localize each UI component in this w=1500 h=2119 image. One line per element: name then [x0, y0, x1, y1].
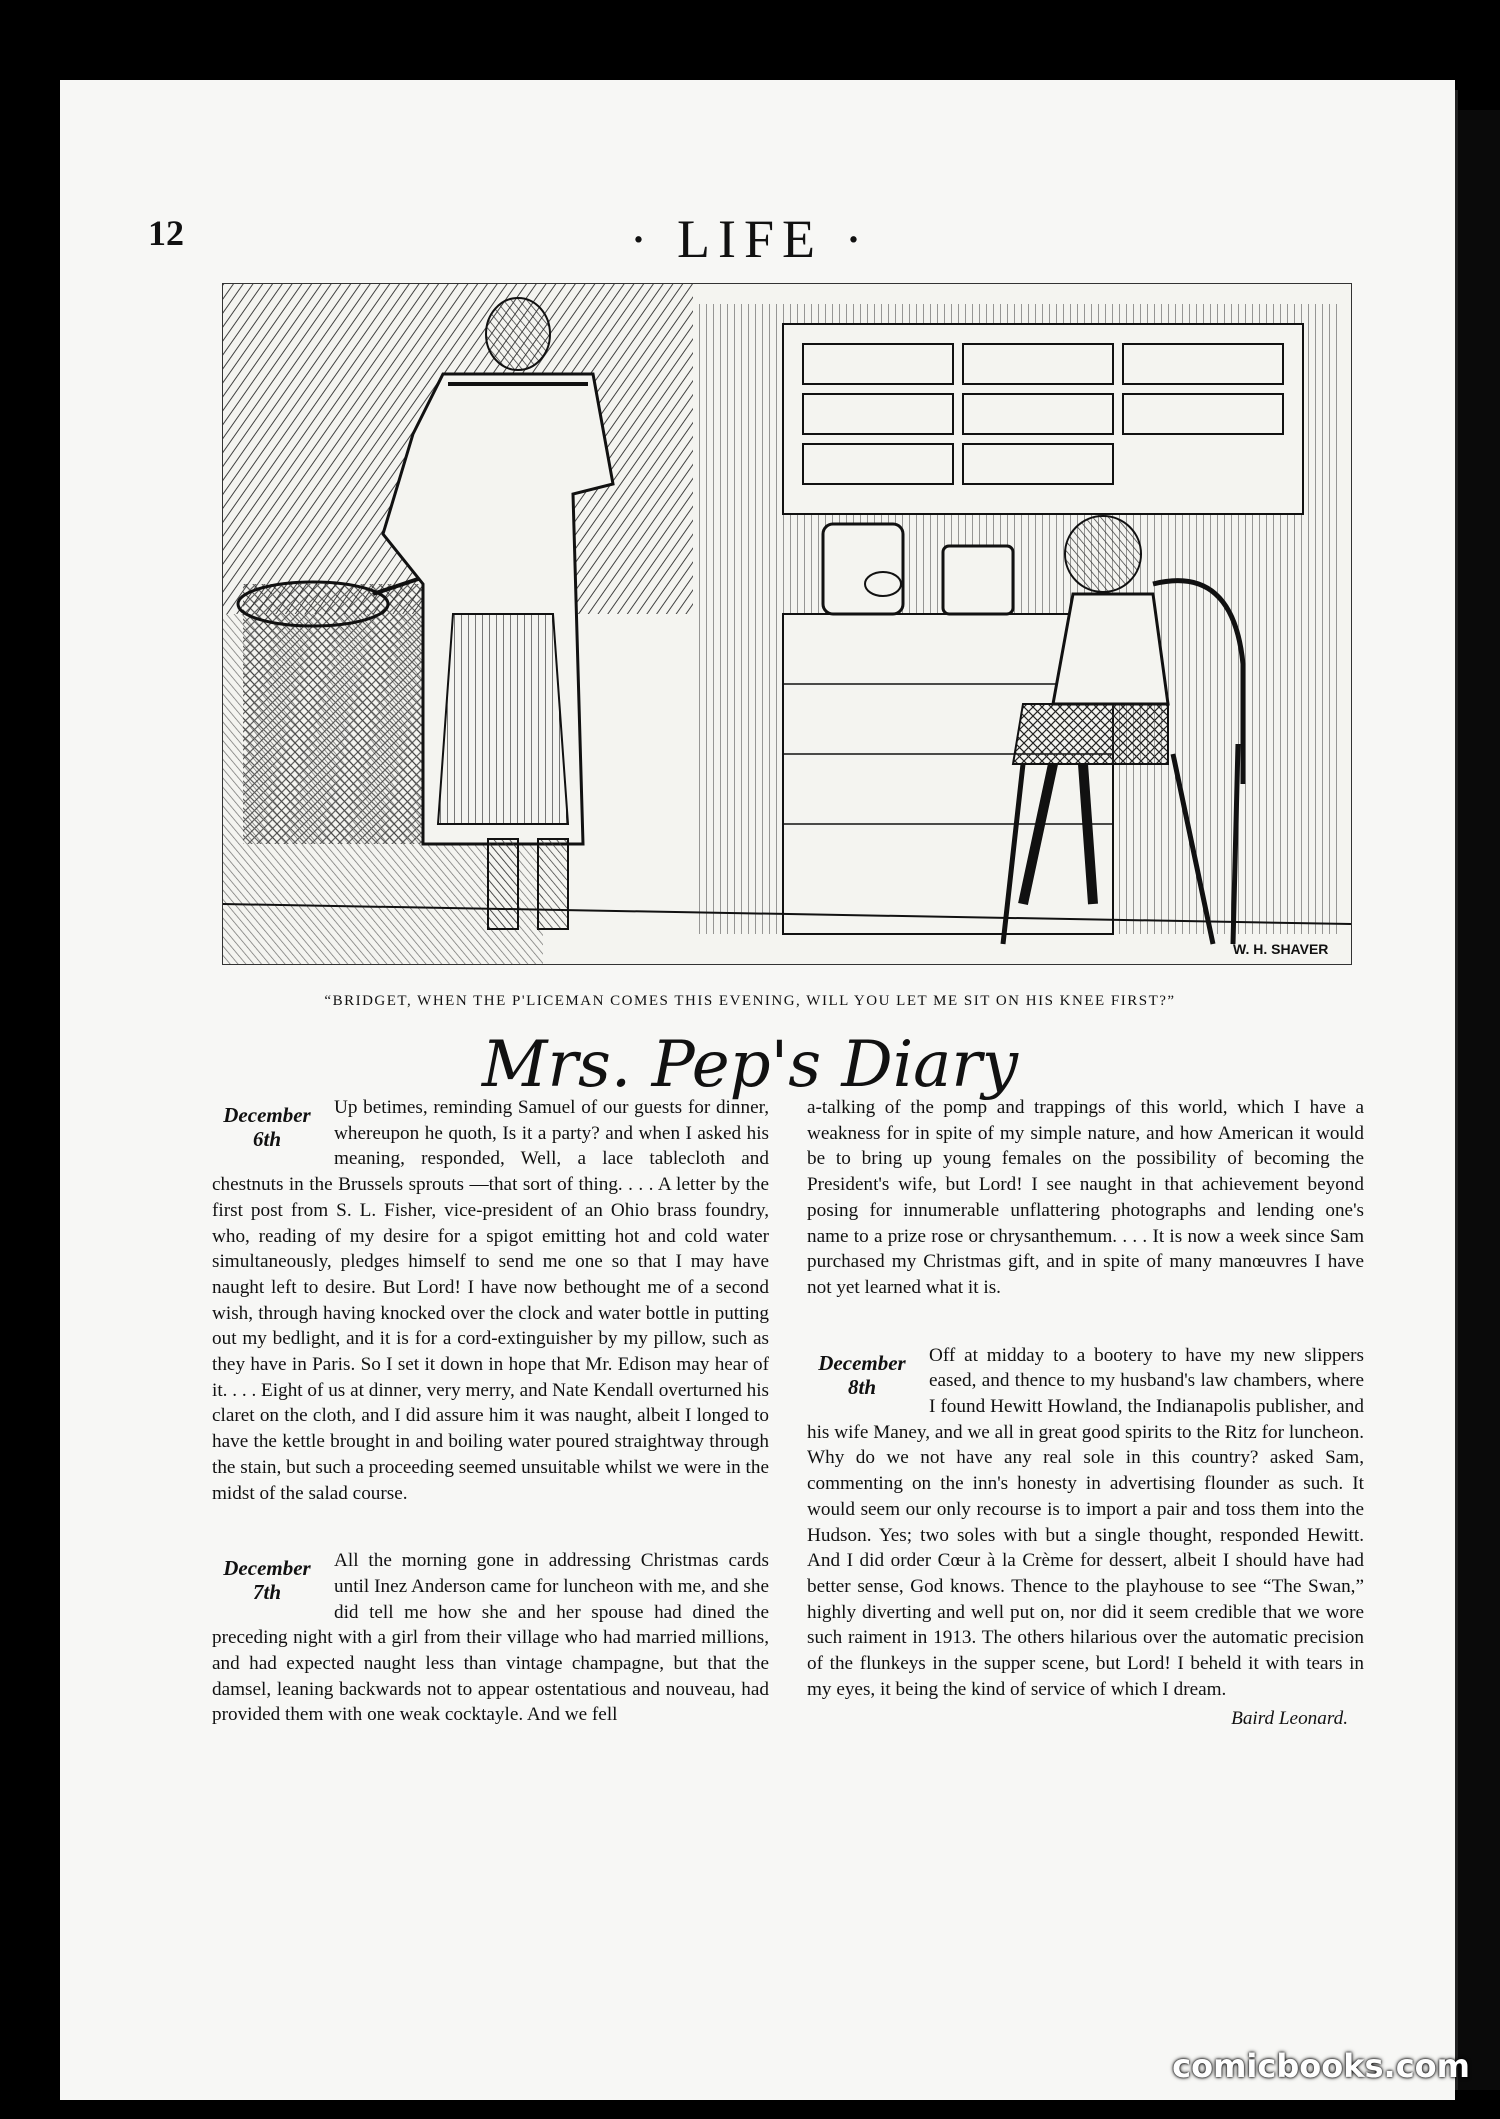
entry-date-day: 7th	[252, 1580, 281, 1605]
jar	[823, 524, 903, 614]
article-title: Mrs. Pep's Diary	[481, 1028, 1019, 1102]
entry-text: a-talking of the pomp and trappings of this world, which I have a weakness for in spite of my simple nature, and how American it would be to bring up young females on the possibility of becoming the President's wife, but Lord! I see naught in that achievement beyond posing for innumerable unflattering photographs and lending one's name to a prize rose or chrysanthemum. . . . It is now a week since Sam purchased my Christmas gift, and in spite of many manœuvres I have not yet learned what it is.	[807, 1097, 1364, 1298]
entry-date-day: 8th	[847, 1374, 876, 1399]
entry-date-month: December	[223, 1556, 311, 1581]
diary-entry	[212, 1095, 769, 1506]
artist-signature: W. H. SHAVER	[1233, 941, 1329, 957]
illustration-caption: “BRIDGET, WHEN THE P'LICEMAN COMES THIS EVENING, WILL YOU LET ME SIT ON HIS KNEE FIRST?”	[324, 993, 1176, 1009]
article-column-right	[807, 1095, 1364, 1732]
entry-text: Up betimes, reminding Samuel of our guests for dinner, whereupon he quoth, Is it a party? and when I asked his meaning, responded, Well, a lace tablecloth and chestnuts in the Brussels sprouts —that sort of thing. . . . A letter by the first post from S. L. Fisher, vice-president of an Ohio brass foundry, who, reading of my desire for a spigot emitting hot and cold water simultaneously, pledges himself to send me one so that I may have naught left to desire. But Lord! I have now bethought me of a second wish, through having knocked over the clock and water bottle in putting out my bedlight, and it is for a cord-extinguisher by my pillow, such as they have in Paris. So I set it down in hope that Mr. Edison may hear of it. . . . Eight of us at dinner, very merry, and Nate Kendall overturned his claret on the cloth, and I did assure him it was naught, albeit I longed to have the kettle brought in and boiling water poured straightway through the stain, but such a proceeding seemed unsuitable whilst we were in the midst of the salad course.	[212, 1097, 769, 1504]
entry-date	[212, 1556, 322, 1604]
page-number: 12	[148, 213, 184, 253]
diary-entry	[807, 1343, 1364, 1703]
tin	[943, 546, 1013, 614]
entry-date-day: 6th	[252, 1127, 281, 1151]
entry-date-month: December	[223, 1103, 311, 1127]
entry-text: Off at midday to a bootery to have my new slippers eased, and thence to my husband's law chambers, where I found Hewitt Howland, the Indianapolis publisher, and his wife Maney, and we all in great good spirits to the Ritz for luncheon. Why do we not have any real sole in this country? asked Sam, commenting on the inn's honesty in advertising flounder as such. It would seem our only recourse is to import a pair and toss them into the Hudson. Yes; two soles with but a single thought, responded Hewitt. And I did order Cœur à la Crème for dessert, albeit I should have had better sense, God knows. Thence to the playhouse to see “The Swan,” highly diverting and well put on, nor did it seem credible that we wore such raiment in 1913. The others hilarious over the automatic precision of the flunkeys in the supper scene, but Lord! I beheld it with tears in my eyes, it being the kind of service of which I dream.	[807, 1344, 1364, 1700]
entry-text: All the morning gone in addressing Christmas cards until Inez Anderson came for luncheon with me, and she did tell me how she and her spouse had dined the preceding night with a girl from their village who had married millions, and had expected naught less than vintage champagne, but that the damsel, leaning backwards not to appear ostentatious and nouveau, had provided them with one weak cocktayle. And we fell	[212, 1550, 769, 1726]
entry-date	[807, 1351, 917, 1399]
site-watermark: comicbooks.com	[1172, 2047, 1470, 2085]
entry-date-month: December	[818, 1350, 906, 1375]
cartoon-illustration	[222, 283, 1352, 965]
entry-date	[212, 1103, 322, 1151]
diary-entry-continued	[807, 1095, 1364, 1301]
masthead-title: · LIFE ·	[629, 209, 871, 269]
article-column-left	[212, 1095, 769, 1728]
kitchen-scene-drawing	[223, 284, 1351, 964]
article-byline: Baird Leonard.	[1231, 1708, 1348, 1730]
diary-entry	[212, 1548, 769, 1728]
